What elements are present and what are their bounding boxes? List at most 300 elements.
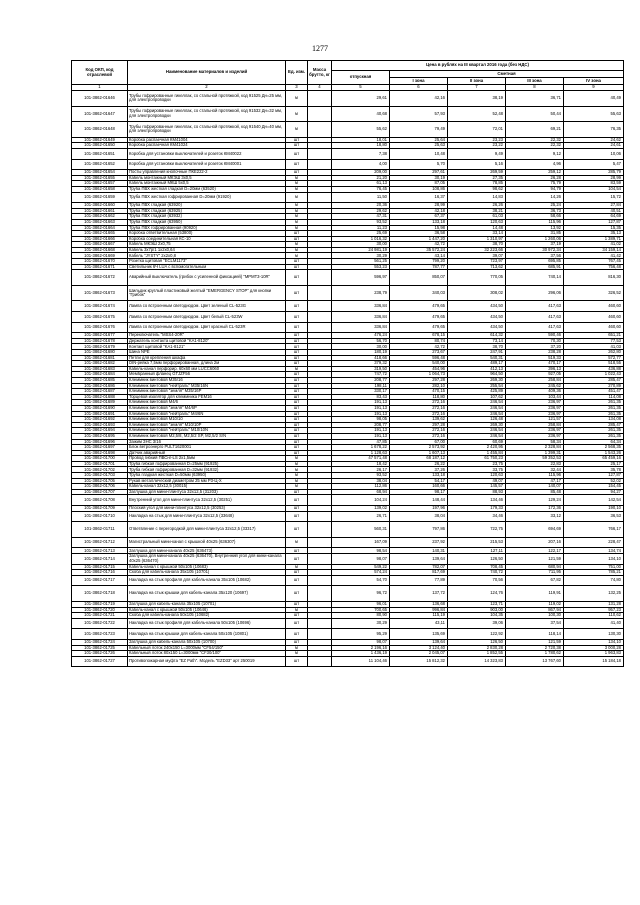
cell-zone-1-price: 272,16 (390, 400, 448, 406)
cell-name: Зажим ЗНС 3/16 (128, 439, 286, 445)
cell-unit: шт (286, 137, 308, 143)
cell-wholesale-price: 191,13 (332, 428, 390, 434)
cell-wholesale-price: 93,52 (332, 219, 390, 225)
cell-zone-4-price: 261,35 (564, 411, 624, 417)
cell-unit: шт (286, 495, 308, 506)
cell-name: Кабель-канал с крышкой 50х105 (10683) (128, 564, 286, 570)
cell-zone-1-price: 25,63 (390, 143, 448, 149)
cell-code: 101-3862-01678 (72, 338, 128, 344)
cell-zone-3-price: 927,05 (506, 372, 564, 378)
cell-wholesale-price: 93,52 (332, 473, 390, 479)
cell-zone-1-price: 28,99 (390, 203, 448, 209)
cell-wholesale-price: 1 016,32 (332, 236, 390, 242)
cell-wholesale-price: 700,65 (332, 607, 390, 613)
header-zone-3: III зона (506, 78, 564, 85)
cell-unit: м (286, 484, 308, 490)
cell-zone-2-price: 134,46 (448, 495, 506, 506)
cell-zone-4-price: 518,55 (564, 361, 624, 367)
cell-mass (308, 537, 332, 548)
cell-zone-2-price: 246,54 (448, 428, 506, 434)
cell-unit: шт (286, 372, 308, 378)
cell-zone-4-price: 766,17 (564, 522, 624, 538)
cell-zone-3-price: 100,30 (506, 613, 564, 619)
cell-unit: м (286, 253, 308, 259)
cell-zone-4-price: 27,84 (564, 203, 624, 209)
cell-name: Противопожарная муфта "EZ Path". Модель "EZD33" арт 250019 (128, 656, 286, 667)
cell-code: 101-3862-01660 (72, 203, 128, 209)
cell-zone-2-price: 903,00 (448, 607, 506, 613)
cell-zone-3-price: 4,96 (506, 159, 564, 170)
cell-zone-3-price: 121,59 (506, 639, 564, 645)
cell-code: 101-3862-01659 (72, 192, 128, 203)
cell-zone-2-price: 489,17 (448, 361, 506, 367)
cell-zone-2-price: 14 323,83 (448, 656, 506, 667)
cell-wholesale-price: 21,20 (332, 175, 390, 181)
cell-unit: м (286, 366, 308, 372)
cell-zone-1-price: 135,69 (390, 629, 448, 640)
cell-code: 101-3862-01652 (72, 159, 128, 170)
cell-zone-4-price: 957,23 (564, 607, 624, 613)
cell-zone-4-price: 131,28 (564, 601, 624, 607)
cell-name: Клеммник винтовой "нейтраль" M4/6N (128, 411, 286, 417)
cell-zone-2-price: 23,75 (448, 461, 506, 467)
cell-zone-4-price: 751,00 (564, 564, 624, 570)
cell-zone-3-price: 37,19 (506, 242, 564, 248)
cell-name: Коробка распаечная КМ41024 (128, 143, 286, 149)
cell-mass (308, 618, 332, 629)
cell-unit: шт (286, 618, 308, 629)
header-name: Наименование материалов и изделий (128, 61, 286, 85)
cell-zone-3-price: 33,12 (506, 511, 564, 522)
cell-code: 101-3862-01710 (72, 511, 128, 522)
table-row (72, 285, 624, 301)
cell-name: Внутренний угол для мини-плинтуса 32х12,5 (30251) (128, 495, 286, 506)
cell-zone-4-price: 114,08 (564, 394, 624, 400)
cell-name: Светильник 6Ч LUA с вспомогательным (128, 264, 286, 270)
cell-name: Датчик аварийный (128, 450, 286, 456)
cell-zone-1-price: 596,48 (390, 355, 448, 361)
cell-unit: шт (286, 586, 308, 602)
cell-zone-4-price: 130,30 (564, 629, 624, 640)
cell-zone-3-price: 258,84 (506, 377, 564, 383)
cell-code: 101-3862-01721 (72, 613, 128, 619)
table-row (72, 586, 624, 602)
cell-mass (308, 511, 332, 522)
cell-zone-4-price: 285,79 (564, 170, 624, 176)
cell-zone-1-price: 797,86 (390, 522, 448, 538)
cell-zone-4-price: 285,47 (564, 377, 624, 383)
cell-zone-1-price: 87,05 (390, 181, 448, 187)
cell-zone-3-price: 115,96 (506, 219, 564, 225)
cell-name: Трубы гофрированные гикеллак, со стальной протяжкой, код 91540 Дн=40 мм, для электропроводки (128, 122, 286, 138)
cell-code: 101-3862-01720 (72, 607, 128, 613)
cell-wholesale-price: 96,72 (332, 586, 390, 602)
cell-zone-2-price: 246,54 (448, 433, 506, 439)
cell-name: Трубы гофрированные гикеллак, со стальной протяжкой, код 91525 Дн=25 мм, для электропроводки (128, 91, 286, 107)
cell-zone-1-price: 42,16 (390, 91, 448, 107)
cell-unit: шт (286, 445, 308, 451)
cell-zone-1-price: 15,98 (390, 225, 448, 231)
table-row (72, 618, 624, 629)
cell-zone-1-price: 54,17 (390, 478, 448, 484)
cell-zone-3-price: 37,56 (506, 253, 564, 259)
cell-unit: шт (286, 439, 308, 445)
cell-code: 101-3862-01651 (72, 148, 128, 159)
cell-zone-2-price: 73,14 (448, 338, 506, 344)
cell-zone-1-price: 30,19 (390, 175, 448, 181)
cell-name: Коробка ответвительная (53800) (128, 231, 286, 237)
cell-name: Аварийный выключатель (грибок с усиленной фиксацией) "MPMT3-10R" (128, 270, 286, 286)
cell-zone-1-price: 2 573,92 (390, 445, 448, 451)
cell-zone-3-price: 13 767,60 (506, 656, 564, 667)
cell-zone-1-price: 273,67 (390, 350, 448, 356)
cell-mass (308, 301, 332, 312)
cell-unit: шт (286, 312, 308, 323)
cell-wholesale-price: 191,13 (332, 400, 390, 406)
cell-wholesale-price: 18,42 (332, 461, 390, 467)
cell-name: Кабель-канал перфорир. 60х60 мм LUCC6060 (128, 366, 286, 372)
cell-wholesale-price: 553,23 (332, 264, 390, 270)
cell-zone-3-price: 129,24 (506, 495, 564, 506)
cell-name: Труба гладкая жесткая D=50мм (63950) (128, 473, 286, 479)
table-row (72, 312, 624, 323)
cell-unit: шт (286, 570, 308, 576)
cell-zone-2-price: 434,50 (448, 312, 506, 323)
cell-zone-4-price: 34 159,14 (564, 247, 624, 253)
cell-zone-2-price: 14,83 (448, 192, 506, 203)
cell-zone-4-price: 228,47 (564, 537, 624, 548)
cell-wholesale-price: 30,00 (332, 344, 390, 350)
cell-zone-1-price: 10,48 (390, 148, 448, 159)
cell-zone-2-price: 32 223,66 (448, 247, 506, 253)
cell-zone-2-price: 52,48 (448, 106, 506, 122)
cell-wholesale-price: 54,70 (332, 575, 390, 586)
cell-zone-1-price: 36,58 (390, 231, 448, 237)
cell-zone-3-price: 70,30 (506, 338, 564, 344)
cell-unit: м (286, 473, 308, 479)
cell-code: 101-3862-01657 (72, 181, 128, 187)
cell-zone-3-price: 58,34 (506, 439, 564, 445)
price-table-body (72, 91, 624, 667)
cell-unit: шт (286, 433, 308, 439)
cell-zone-2-price: 9,49 (448, 148, 506, 159)
cell-zone-3-price: 2 720,38 (506, 645, 564, 651)
cell-zone-3-price: 26,28 (506, 175, 564, 181)
cell-unit: м (286, 564, 308, 570)
column-number: 8 (506, 85, 564, 91)
cell-code: 101-3862-01687 (72, 389, 128, 395)
cell-code: 101-3862-01661 (72, 208, 128, 214)
cell-zone-2-price: 107,62 (448, 394, 506, 400)
cell-zone-1-price: 136,68 (390, 601, 448, 607)
cell-zone-3-price: 22,32 (506, 137, 564, 143)
cell-zone-1-price: 25,64 (390, 137, 448, 143)
cell-zone-2-price: 23,23 (448, 137, 506, 143)
cell-zone-1-price: 115,19 (390, 613, 448, 619)
cell-zone-3-price: 31,85 (506, 231, 564, 237)
cell-zone-4-price: 134,10 (564, 554, 624, 565)
cell-zone-3-price: 236,97 (506, 433, 564, 439)
cell-wholesale-price: 83,43 (332, 394, 390, 400)
cell-name: Лампа со встроенным светодиодом. Цвет белый CL-523W (128, 312, 286, 323)
cell-zone-4-price: 1 022,43 (564, 372, 624, 378)
cell-code: 101-3862-01649 (72, 137, 128, 143)
cell-zone-4-price: 41,02 (564, 242, 624, 248)
cell-wholesale-price: 76,45 (332, 186, 390, 192)
cell-name: Накладка на стык профиля для кабель-канала 35х105 (10682) (128, 575, 286, 586)
cell-zone-3-price: 245,62 (506, 383, 564, 389)
cell-wholesale-price: 330,17 (332, 389, 390, 395)
cell-unit: шт (286, 428, 308, 434)
cell-wholesale-price: 336,84 (332, 322, 390, 333)
cell-zone-4-price: 142,54 (564, 495, 624, 506)
cell-zone-3-price: 22,83 (506, 461, 564, 467)
cell-name: Труба ПВХ жесткая гофрированная D=20мм (91920) (128, 192, 286, 203)
cell-code: 101-3862-01655 (72, 175, 128, 181)
cell-name: Клеммник винтовой M10/10 (128, 417, 286, 423)
cell-code: 101-3862-01676 (72, 322, 128, 333)
table-row (72, 122, 624, 138)
table-row (72, 495, 624, 506)
cell-name: Переключатель "MSS4-20R" (128, 333, 286, 339)
cell-wholesale-price: 61,13 (332, 181, 390, 187)
cell-mass (308, 575, 332, 586)
cell-zone-3-price: 121,59 (506, 554, 564, 565)
cell-zone-2-price: 38,19 (448, 91, 506, 107)
cell-zone-3-price: 32,44 (506, 467, 564, 473)
cell-code: 101-3862-01691 (72, 411, 128, 417)
cell-zone-1-price: 3 124,40 (390, 645, 448, 651)
cell-code: 101-3862-01654 (72, 170, 128, 176)
column-number: 3 (286, 85, 308, 91)
header-price-group: Цена в рублях на III квартал 2016 года (без НДС) (332, 61, 624, 71)
cell-zone-4-price: 64,69 (564, 214, 624, 220)
cell-zone-2-price: 88,93 (448, 489, 506, 495)
table-row (72, 301, 624, 312)
cell-mass (308, 91, 332, 107)
cell-zone-4-price: 651,21 (564, 333, 624, 339)
cell-unit: м (286, 242, 308, 248)
cell-zone-2-price: 308,02 (448, 285, 506, 301)
cell-zone-2-price: 247,91 (448, 350, 506, 356)
cell-zone-4-price: 40,49 (564, 91, 624, 107)
table-row (72, 554, 624, 565)
cell-unit: шт (286, 301, 308, 312)
cell-zone-4-price: 785,21 (564, 570, 624, 576)
cell-code: 101-3862-01681 (72, 355, 128, 361)
cell-zone-2-price: 126,48 (448, 417, 506, 423)
cell-unit: шт (286, 333, 308, 339)
cell-zone-2-price: 246,54 (448, 400, 506, 406)
cell-zone-4-price: 110,62 (564, 613, 624, 619)
cell-zone-1-price: 340,03 (390, 285, 448, 301)
cell-unit: м (286, 247, 308, 253)
cell-code: 101-3862-01675 (72, 312, 128, 323)
cell-code: 101-3862-01703 (72, 473, 128, 479)
cell-code: 101-3862-01648 (72, 122, 128, 138)
cell-code: 101-3862-01684 (72, 372, 128, 378)
cell-unit: м (286, 186, 308, 192)
cell-wholesale-price: 549,22 (332, 564, 390, 570)
cell-zone-3-price: 36,73 (506, 208, 564, 214)
cell-zone-3-price: 590,46 (506, 333, 564, 339)
cell-code: 101-3862-01670 (72, 259, 128, 265)
cell-zone-3-price: 121,57 (506, 417, 564, 423)
cell-zone-4-price: 262,80 (564, 350, 624, 356)
cell-zone-1-price: 479,65 (390, 301, 448, 312)
cell-wholesale-price: 198,11 (332, 383, 390, 389)
cell-zone-4-price: 132,25 (564, 586, 624, 602)
cell-name: Магистральный мини-канал с крышкой 40х25 (636307) (128, 537, 286, 548)
cell-zone-1-price: 996,84 (390, 607, 448, 613)
cell-unit: шт (286, 656, 308, 667)
cell-zone-4-price: 41,03 (564, 344, 624, 350)
cell-name: Кабель "JYSTY" 2х2х0,8 (128, 253, 286, 259)
cell-wholesale-price: 80,90 (332, 613, 390, 619)
cell-wholesale-price: 238,79 (332, 285, 390, 301)
column-number: 2 (128, 85, 286, 91)
cell-zone-3-price: 695,85 (506, 259, 564, 265)
cell-unit: шт (286, 400, 308, 406)
cell-wholesale-price: 11,50 (332, 192, 390, 203)
cell-zone-4-price: 261,35 (564, 428, 624, 434)
cell-zone-2-price: 722,75 (448, 522, 506, 538)
cell-zone-4-price: 24,62 (564, 137, 624, 143)
cell-zone-4-price: 5,47 (564, 159, 624, 170)
cell-code: 101-3862-01724 (72, 639, 128, 645)
header-zone-1: I зона (390, 78, 448, 85)
cell-unit: шт (286, 338, 308, 344)
cell-name: Ответвление с перегородкой для мини-плинтуса 32х12,5 (33317) (128, 522, 286, 538)
cell-code: 101-3862-01712 (72, 537, 128, 548)
cell-wholesale-price: 18,01 (332, 137, 390, 143)
cell-zone-4-price: 77,53 (564, 338, 624, 344)
cell-code: 101-3862-01685 (72, 377, 128, 383)
cell-zone-4-price: 35,78 (564, 467, 624, 473)
cell-zone-1-price: 137,72 (390, 586, 448, 602)
cell-name: Кабельный лоток 240х150 L=3000мм "CF54/150" (128, 645, 286, 651)
cell-zone-4-price: 756,48 (564, 264, 624, 270)
cell-code: 101-3862-01647 (72, 106, 128, 122)
cell-wholesale-price: 561,25 (332, 259, 390, 265)
cell-name: DIN-рейка 7,5мм перфорированная, длина 2м (128, 361, 286, 367)
cell-code: 101-3862-01688 (72, 394, 128, 400)
cell-wholesale-price: 24 981,19 (332, 247, 390, 253)
cell-zone-2-price: 72,01 (448, 122, 506, 138)
cell-zone-2-price: 614,32 (448, 333, 506, 339)
cell-wholesale-price: 20,36 (332, 203, 390, 209)
cell-wholesale-price: 56,70 (332, 338, 390, 344)
cell-zone-2-price: 127,11 (448, 548, 506, 554)
cell-mass (308, 495, 332, 506)
cell-name: Лампа со встроенным светодиодом. Цвет зеленый CL-523G (128, 301, 286, 312)
table-row (72, 106, 624, 122)
cell-wholesale-price: 98,05 (332, 417, 390, 423)
cell-wholesale-price: 26,17 (332, 467, 390, 473)
cell-unit: м (286, 478, 308, 484)
cell-code: 101-3862-01723 (72, 629, 128, 640)
column-number: 5 (332, 85, 390, 91)
cell-name: Труба ПВХ жесткая гладкая D=20мм (63520) (128, 186, 286, 192)
column-number: 1 (72, 85, 128, 91)
cell-zone-1-price: 5,70 (390, 159, 448, 170)
cell-zone-1-price: 272,16 (390, 411, 448, 417)
cell-zone-3-price: 37,20 (506, 344, 564, 350)
cell-unit: м (286, 175, 308, 181)
cell-zone-4-price: 451,47 (564, 389, 624, 395)
cell-wholesale-price: 1 128,63 (332, 450, 390, 456)
cell-name: Плоский угол для мини-плинтуса 32х12,5 (30253) (128, 506, 286, 512)
cell-name: Клеммник винтовой M4/6 (128, 400, 286, 406)
cell-zone-4-price: 41,40 (564, 618, 624, 629)
table-row (72, 522, 624, 538)
cell-zone-4-price: 2 568,35 (564, 445, 624, 451)
cell-zone-4-price: 94,27 (564, 489, 624, 495)
cell-wholesale-price: 560,31 (332, 522, 390, 538)
cell-code: 101-3862-01689 (72, 400, 128, 406)
cell-zone-3-price: 122,17 (506, 548, 564, 554)
cell-zone-2-price: 412,13 (448, 366, 506, 372)
cell-code: 101-3862-01679 (72, 344, 128, 350)
cell-name: Труба гибкая гофрированная D=32мм (91932) (128, 467, 286, 473)
cell-zone-3-price: 867,94 (506, 607, 564, 613)
table-row (72, 148, 624, 159)
cell-zone-4-price: 35,13 (564, 231, 624, 237)
cell-zone-3-price: 711,95 (506, 570, 564, 576)
cell-wholesale-price: 336,84 (332, 301, 390, 312)
cell-mass (308, 629, 332, 640)
cell-wholesale-price: 1 436,19 (332, 651, 390, 657)
cell-mass (308, 322, 332, 333)
cell-zone-3-price: 47,17 (506, 478, 564, 484)
cell-zone-3-price: 470,17 (506, 361, 564, 367)
cell-zone-2-price: 38,70 (448, 344, 506, 350)
header-code: Код ОКП, код отраслевой (72, 61, 128, 85)
cell-zone-2-price: 246,54 (448, 405, 506, 411)
cell-unit: шт (286, 601, 308, 607)
cell-name: Накладка на стык крышки для кабель-канала 35х120 (10697) (128, 586, 286, 602)
cell-zone-1-price: 108,86 (390, 186, 448, 192)
cell-zone-3-price: 409,36 (506, 389, 564, 395)
cell-zone-3-price: 67,82 (506, 575, 564, 586)
cell-zone-4-price: 76,35 (564, 122, 624, 138)
cell-name: Шина NPE (128, 350, 286, 356)
header-estimate: Сметная (390, 71, 624, 78)
cell-code: 101-3862-01658 (72, 186, 128, 192)
cell-zone-2-price: 145,57 (448, 484, 506, 490)
cell-zone-1-price: 470,15 (390, 389, 448, 395)
cell-unit: м (286, 537, 308, 548)
cell-zone-1-price: 42,72 (390, 242, 448, 248)
cell-unit: шт (286, 350, 308, 356)
cell-unit: м (286, 461, 308, 467)
cell-zone-1-price: 26,22 (390, 461, 448, 467)
cell-unit: шт (286, 522, 308, 538)
cell-zone-1-price: 197,96 (390, 506, 448, 512)
column-number: 4 (308, 85, 332, 91)
cell-zone-2-price: 70,56 (448, 575, 506, 586)
cell-code: 101-3862-01668 (72, 247, 128, 253)
cell-zone-3-price: 85,48 (506, 489, 564, 495)
cell-zone-3-price: 417,63 (506, 312, 564, 323)
cell-zone-3-price: 75,79 (506, 181, 564, 187)
cell-wholesale-price: 30,00 (332, 242, 390, 248)
cell-wholesale-price: 30,29 (332, 618, 390, 629)
cell-mass (308, 586, 332, 602)
cell-zone-2-price: 540,31 (448, 355, 506, 361)
cell-zone-1-price: 77,89 (390, 575, 448, 586)
cell-name: Коробка для установки выключателей и розеток КМ40022 (128, 148, 286, 159)
